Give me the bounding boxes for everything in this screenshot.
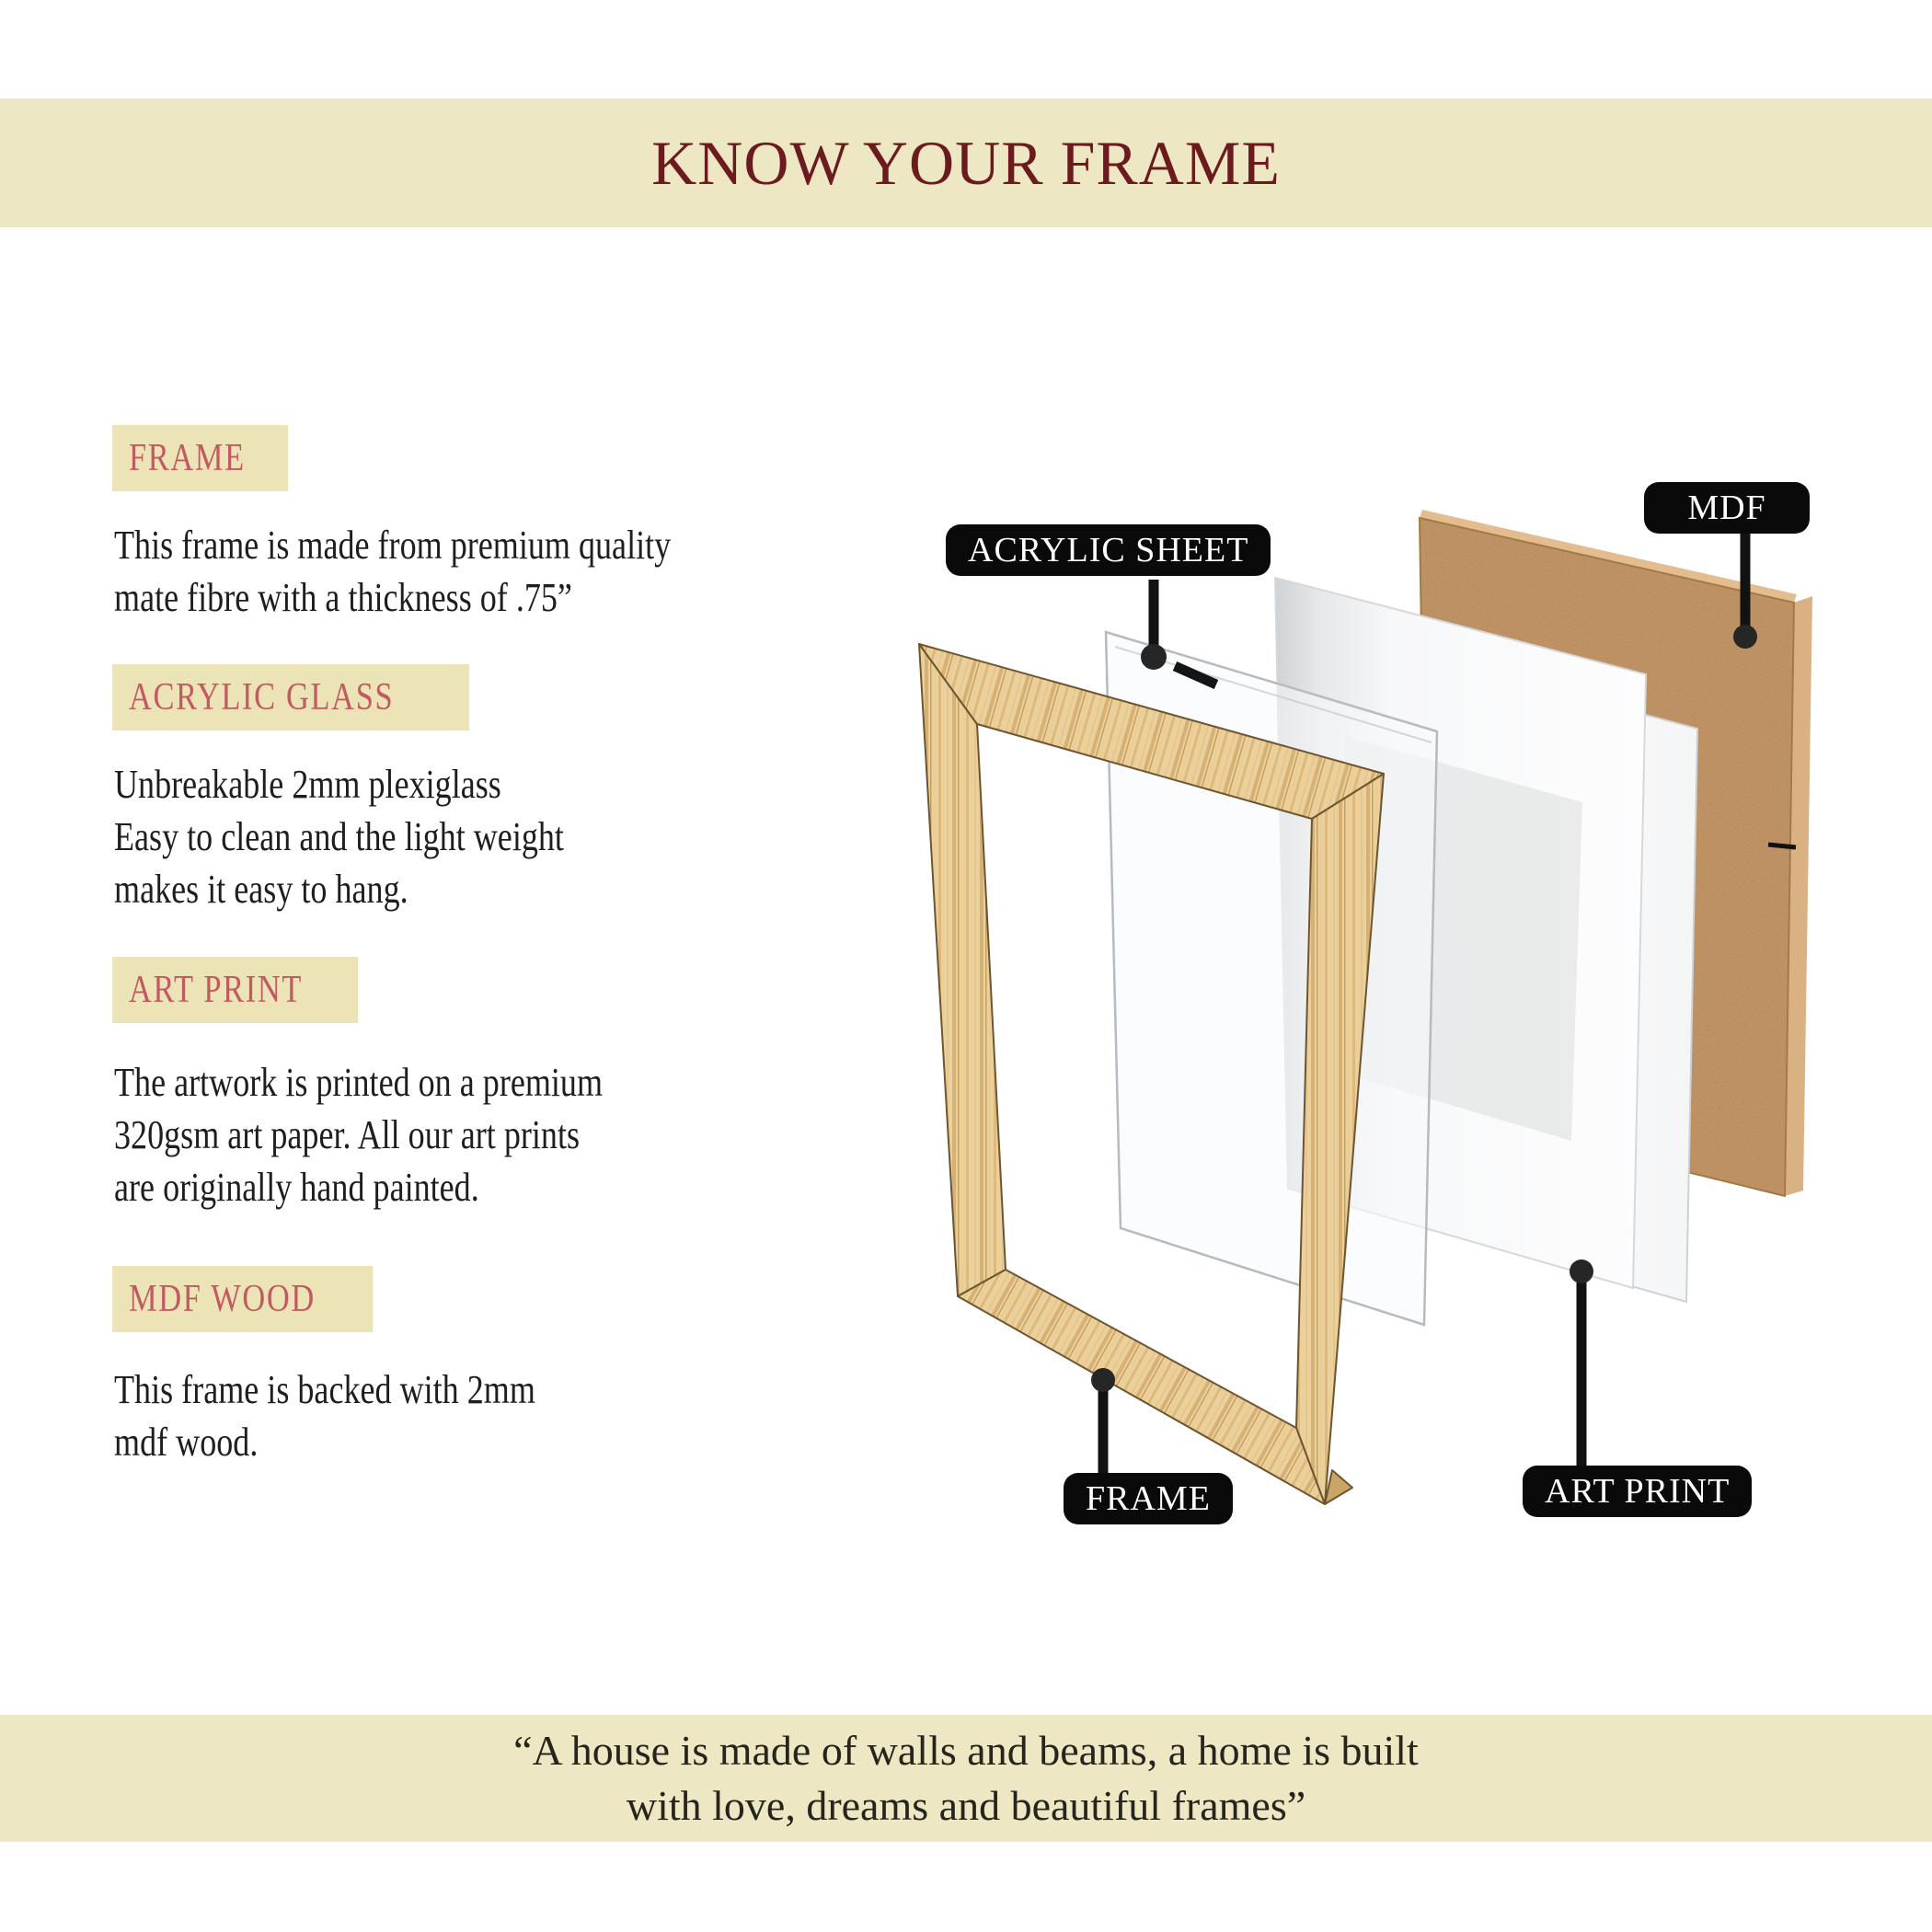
section-heading-frame-label: FRAME: [129, 437, 246, 479]
callout-label-mdf: MDF: [1644, 482, 1810, 534]
body-line: This frame is backed with 2mm: [114, 1367, 535, 1412]
callout-label-frame: FRAME: [1064, 1473, 1233, 1524]
footer-band: [0, 1715, 1932, 1842]
body-line: 320gsm art paper. All our art prints: [114, 1112, 581, 1157]
body-line: mdf wood.: [114, 1420, 259, 1465]
section-heading-acrylic-glass-label: ACRYLIC GLASS: [129, 676, 395, 719]
page-title: KNOW YOUR FRAME: [651, 127, 1281, 198]
body-line: makes it easy to hang.: [114, 867, 408, 912]
body-line: mate fibre with a thickness of .75”: [114, 575, 572, 620]
body-line: Easy to clean and the light weight: [114, 814, 564, 859]
quote-line-2: with love, dreams and beautiful frames”: [626, 1782, 1306, 1829]
section-heading-mdf-wood-label: MDF WOOD: [129, 1278, 316, 1320]
body-line: are originally hand painted.: [114, 1165, 479, 1210]
quote-line-1: “A house is made of walls and beams, a home is built: [513, 1727, 1419, 1774]
section-heading-art-print-label: ART PRINT: [129, 969, 304, 1011]
mdf-edge-mark: [1768, 845, 1796, 847]
callout-label-art-print: ART PRINT: [1523, 1466, 1752, 1517]
callout-label-acrylic-sheet: ACRYLIC SHEET: [946, 524, 1271, 576]
body-line: The artwork is printed on a premium: [114, 1060, 604, 1105]
body-line: Unbreakable 2mm plexiglass: [114, 762, 501, 807]
body-line: This frame is made from premium quality: [114, 523, 672, 568]
